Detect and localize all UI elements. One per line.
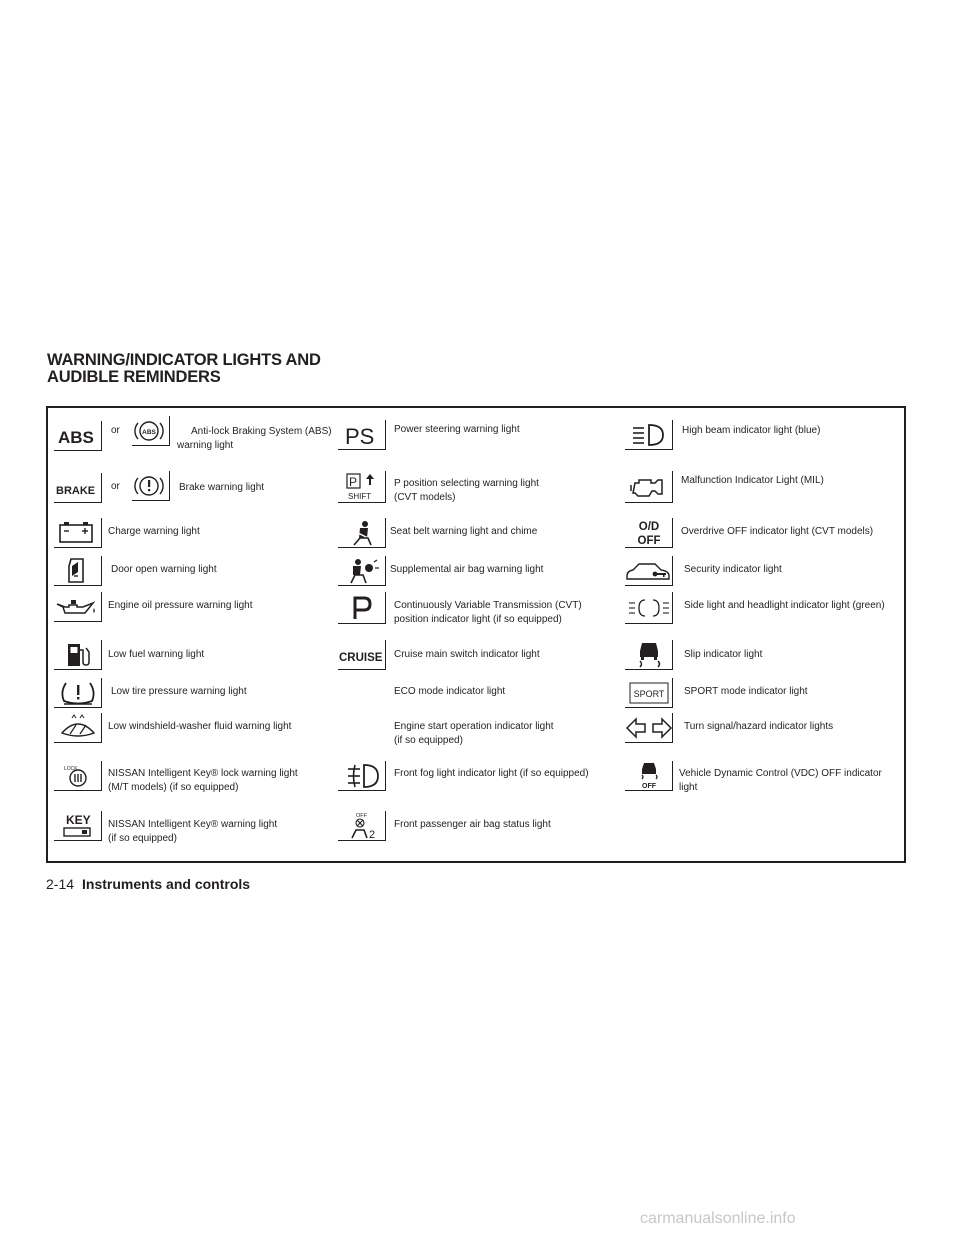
abs-circle-icon [132,416,170,446]
cruise-icon [338,640,386,670]
sport-icon [625,678,673,708]
svg-text:SHIFT: SHIFT [348,492,372,501]
page-number: 2-14 [46,876,75,892]
p-shift-icon [338,471,386,503]
entry-label: (CVT models) [394,492,456,503]
svg-text:P: P [349,475,358,489]
svg-text:ABS: ABS [142,429,156,436]
section-name: Instruments and controls [82,876,251,892]
heading-line-2: AUDIBLE REMINDERS [47,368,221,386]
entry-label: P position selecting warning light [394,478,539,489]
svg-text:OFF: OFF [637,535,661,547]
key-lock-icon [54,761,102,791]
abs-icon [54,421,102,451]
svg-text:OFF: OFF [356,813,367,819]
oil-can-icon [54,592,102,622]
entry-label: Power steering warning light [394,424,520,435]
entry-label: Anti-lock Braking System (ABS) [191,426,332,437]
svg-text:O/D: O/D [638,521,660,533]
entry-label: SPORT mode indicator light [684,686,808,697]
door-open-icon [54,556,102,586]
vdc-off-icon [625,761,673,791]
svg-text:LOCK: LOCK [64,766,78,772]
passenger-airbag-icon [338,811,386,841]
power-steering-icon [338,420,386,450]
entry-label: position indicator light (if so equipped) [394,614,562,625]
entry-label: Low tire pressure warning light [111,686,247,697]
front-fog-icon [338,761,386,791]
entry-label: High beam indicator light (blue) [682,425,821,436]
entry-label: Door open warning light [111,564,217,575]
entry-label: Continuously Variable Transmission (CVT) [394,600,582,611]
p-position-icon [338,592,386,624]
entry-label: Charge warning light [108,526,200,537]
svg-text:BRAKE: BRAKE [56,485,96,497]
entry-label: Cruise main switch indicator light [394,649,540,660]
entry-label: Low fuel warning light [108,649,205,660]
fuel-pump-icon [54,640,102,670]
entry-label: (M/T models) (if so equipped) [108,782,239,793]
entry-label: Front passenger air bag status light [394,819,551,830]
svg-text:SPORT: SPORT [633,689,665,699]
entry-label: Seat belt warning light and chime [390,526,538,537]
entry-label: Engine start operation indicator light [394,721,554,732]
entry-label: Engine oil pressure warning light [108,600,253,611]
svg-text:2: 2 [369,829,376,841]
svg-text:ABS: ABS [58,428,94,447]
entry-label: Vehicle Dynamic Control (VDC) OFF indicator [679,768,882,779]
seat-belt-icon [338,518,386,548]
entry-label: ECO mode indicator light [394,686,506,697]
heading-line-1: WARNING/INDICATOR LIGHTS AND [47,351,321,369]
entry-label: Security indicator light [684,564,782,575]
or-label: or [111,425,120,436]
slip-icon [625,640,673,670]
entry-label: Slip indicator light [684,649,763,660]
washer-fluid-icon [54,713,102,743]
section-heading [47,352,321,386]
entry-label: Malfunction Indicator Light (MIL) [681,475,824,486]
entry-label: light [679,782,698,793]
entry-label: Supplemental air bag warning light [390,564,544,575]
air-bag-icon [338,556,386,586]
key-icon [54,811,102,841]
svg-text:CRUISE: CRUISE [339,652,383,664]
svg-text:PS: PS [345,424,375,449]
entry-label: (if so equipped) [108,833,177,844]
tire-pressure-icon [54,678,102,708]
turn-signal-icon [625,713,673,743]
page-footer [46,876,250,892]
entry-label: Brake warning light [179,482,265,493]
entry-label: NISSAN Intelligent Key® warning light [108,819,278,830]
entry-label: Low windshield-washer fluid warning light [108,721,292,732]
battery-icon [54,518,102,548]
engine-icon [625,471,673,503]
entry-label: NISSAN Intelligent Key® lock warning light [108,768,298,779]
security-car-icon [625,556,673,586]
or-label: or [111,481,120,492]
brake-icon [54,473,102,503]
entry-label: Overdrive OFF indicator light (CVT models) [681,526,874,537]
svg-text:KEY: KEY [66,813,91,827]
indicator-table [46,406,906,863]
entry-label: Side light and headlight indicator light (green) [684,600,885,611]
side-light-icon [625,592,673,624]
entry-label: (if so equipped) [394,735,463,746]
od-off-icon [625,518,673,548]
high-beam-icon [625,420,673,450]
entry-label: warning light [177,440,234,451]
svg-text:OFF: OFF [642,783,656,790]
entry-label: Front fog light indicator light (if so equipped) [394,768,589,779]
watermark: carmanualsonline.info [640,1210,796,1227]
entry-label: Turn signal/hazard indicator lights [684,721,834,732]
brake-circle-icon [132,471,170,501]
